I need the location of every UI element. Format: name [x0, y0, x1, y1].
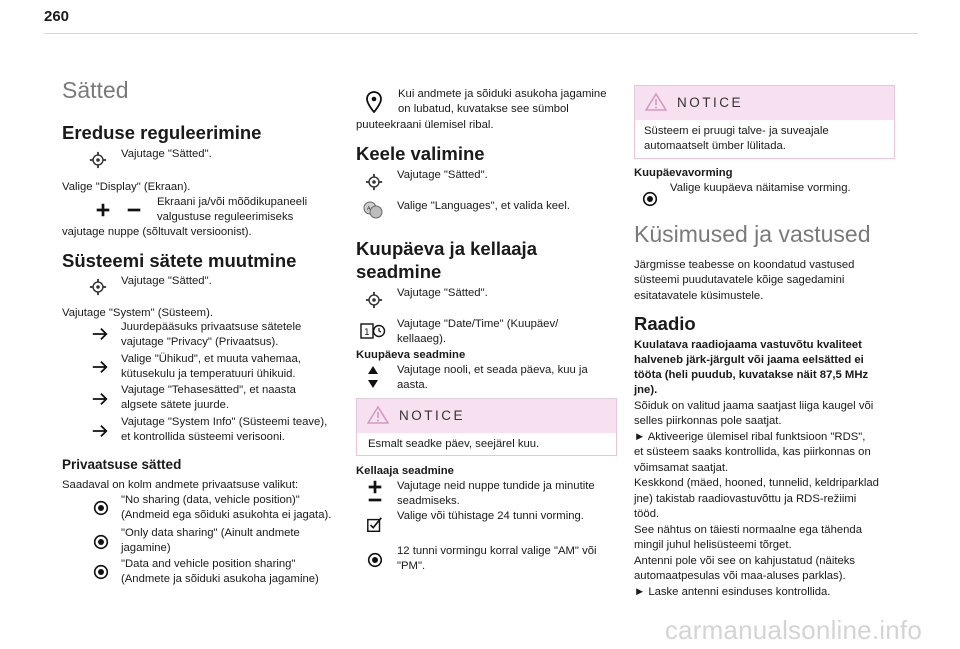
option-text: jagamine) — [121, 542, 171, 554]
step-text: Valige "Display" (Ekraan). — [62, 181, 191, 193]
minus-icon — [125, 201, 143, 219]
answer-line: Keskkond (mäed, hooned, tunnelid, keldriparklad — [634, 477, 879, 489]
question-line: tööta (heli puudub, kuvatakse näit 87,5 MHz — [634, 369, 869, 381]
option-text: (Andmete ja sõiduki asukoha jagamine) — [121, 573, 319, 585]
list-item: kütusekulu ja temperatuuri ühikuid. — [121, 368, 296, 380]
step-text: Vajutage "Sätted". — [397, 287, 488, 299]
svg-text:1: 1 — [364, 328, 370, 338]
warning-triangle-icon — [645, 92, 667, 112]
step-text: 12 tunni vormingu korral valige "AM" või — [397, 545, 597, 557]
body-text: on lubatud, kuvatakse see sümbol — [398, 103, 569, 115]
notice-label: NOTICE — [677, 95, 744, 110]
question-line: Kuulatava raadiojaama vastuvõtu kvaliteet — [634, 339, 862, 351]
checkbox-icon — [366, 516, 384, 534]
arrow-right-icon — [91, 422, 109, 440]
step-text: Vajutage "Sätted". — [121, 148, 212, 160]
subheading-time: Kellaaja seadmine — [356, 465, 454, 477]
plus-icon — [94, 201, 112, 219]
step-text: valgustuse reguleerimiseks — [157, 211, 294, 223]
body-text: puuteekraani ülemisel ribal. — [356, 119, 494, 131]
body-text: Saadaval on kolm andmete privaatsuse valikut: — [62, 479, 299, 491]
arrow-right-icon — [91, 325, 109, 343]
section-heading-system: Süsteemi sätete muutmine — [62, 250, 297, 271]
page-number: 260 — [44, 8, 70, 25]
settings-gear-icon — [365, 291, 383, 309]
section-heading-brightness: Ereduse reguleerimine — [62, 122, 262, 143]
settings-gear-icon — [89, 278, 107, 296]
question-line: jne). — [634, 384, 658, 396]
option-text: (Andmeid ega sõiduki asukohta ei jagata). — [121, 509, 332, 521]
languages-icon — [362, 200, 384, 220]
answer-line: ► Aktiveerige ülemisel ribal funktsioon "RDS", — [634, 431, 866, 443]
question-line: halveneb järk-järgult või jaama eelsätted ei — [634, 354, 864, 366]
answer-line: jne) takistab raadiovastuvõttu ja RDS-režiimi — [634, 493, 857, 505]
notice-text: automaatselt ümber lülitada. — [644, 140, 786, 152]
step-text: Valige "Languages", et valida keel. — [397, 200, 570, 212]
list-item: vajutage "Privacy" (Privaatsus). — [121, 336, 279, 348]
subheading-date: Kuupäeva seadmine — [356, 349, 466, 361]
notice-box — [634, 85, 895, 159]
settings-gear-icon — [365, 173, 383, 191]
up-down-arrows-icon — [367, 364, 379, 390]
step-text: Vajutage "Sätted". — [397, 169, 488, 181]
option-text: "Only data sharing" (Ainult andmete — [121, 527, 300, 539]
option-text: "Data and vehicle position sharing" — [121, 558, 296, 570]
section-heading-datetime: Kuupäeva ja kellaaja — [356, 238, 537, 259]
body-text: Kui andmete ja sõiduki asukoha jagamine — [398, 88, 607, 100]
answer-line: automaatpesulas või maa-aluses parklas). — [634, 570, 846, 582]
top-divider — [44, 33, 918, 34]
notice-box — [356, 398, 617, 456]
step-text: seadmiseks. — [397, 495, 460, 507]
location-pin-icon — [364, 91, 384, 113]
section-heading-radio: Raadio — [634, 313, 696, 334]
notice-header — [635, 86, 894, 120]
list-item: Vajutage "System Info" (Süsteemi teave), — [121, 416, 328, 428]
body-text: Järgmisse teabesse on koondatud vastused — [634, 259, 855, 271]
svg-text:A: A — [367, 206, 371, 212]
date-time-icon — [360, 322, 386, 340]
answer-line: võimsamat saatjat. — [634, 462, 729, 474]
minus-icon — [366, 491, 384, 509]
step-text: Vajutage nooli, et seada päeva, kuu ja — [397, 364, 588, 376]
step-text: Vajutage "Sätted". — [121, 275, 212, 287]
list-item: Valige "Ühikud", et muuta vahemaa, — [121, 353, 301, 365]
section-heading-datetime-2: seadmine — [356, 261, 442, 282]
radio-button-icon — [641, 190, 659, 208]
answer-line: selles piirkonnas pole saatjat. — [634, 415, 782, 427]
step-text: kellaaeg). — [397, 333, 446, 345]
section-heading-language: Keele valimine — [356, 143, 485, 164]
answer-line: mingil juhul helisüsteemi tõrget. — [634, 539, 792, 551]
answer-line: Sõiduk on valitud jaama saatjast liiga kaugel või — [634, 400, 874, 412]
arrow-right-icon — [91, 358, 109, 376]
answer-line: tööd. — [634, 508, 660, 520]
body-text: süsteemi puudutavatele kõige sagedamini — [634, 274, 845, 286]
step-text: Ekraani ja/või mõõdikupaneeli — [157, 196, 308, 208]
notice-text: Esmalt seadke päev, seejärel kuu. — [368, 438, 540, 450]
list-item: algsete sätete juurde. — [121, 399, 230, 411]
step-text: Valige või tühistage 24 tunni vorming. — [397, 510, 584, 522]
answer-line: et süsteem saaks kontrollida, kas piirkonnas on — [634, 446, 871, 458]
step-text: Vajutage neid nuppe tundide ja minutite — [397, 480, 595, 492]
section-title-qa: Küsimused ja vastused — [634, 221, 871, 247]
step-text: aasta. — [397, 379, 428, 391]
watermark: carmanualsonline.info — [664, 615, 922, 645]
step-text: "PM". — [397, 560, 426, 572]
subheading-date-format: Kuupäevavorming — [634, 167, 733, 179]
answer-line: ► Laske antenni esinduses kontrollida. — [634, 586, 831, 598]
list-item: Vajutage "Tehasesätted", et naasta — [121, 384, 296, 396]
notice-label: NOTICE — [399, 408, 466, 423]
settings-gear-icon — [89, 151, 107, 169]
answer-line: See nähtus on täiesti normaalne ega tähenda — [634, 524, 862, 536]
step-text: Vajutage "Date/Time" (Kuupäev/ — [397, 318, 559, 330]
notice-text: Süsteem ei pruugi talve- ja suveajale — [644, 125, 829, 137]
warning-triangle-icon — [367, 405, 389, 425]
arrow-right-icon — [91, 390, 109, 408]
radio-button-icon — [92, 563, 110, 581]
answer-line: Antenni pole või see on kahjustatud (näiteks — [634, 555, 856, 567]
notice-header — [357, 399, 616, 433]
body-text: esitatavatele küsimustele. — [634, 290, 764, 302]
step-text: vajutage nuppe (sõltuvalt versioonist). — [62, 226, 252, 238]
radio-button-icon — [366, 551, 384, 569]
list-item: Juurdepääsuks privaatsuse sätetele — [121, 321, 302, 333]
option-text: "No sharing (data, vehicle position)" — [121, 494, 300, 506]
step-text: Valige kuupäeva näitamise vorming. — [670, 182, 851, 194]
list-item: et kontrollida süsteemi verisooni. — [121, 431, 285, 443]
page-title: Sätted — [62, 77, 129, 103]
radio-button-icon — [92, 499, 110, 517]
step-text: Vajutage "System" (Süsteem). — [62, 307, 213, 319]
subheading-privacy: Privaatsuse sätted — [62, 457, 182, 472]
radio-button-icon — [92, 533, 110, 551]
